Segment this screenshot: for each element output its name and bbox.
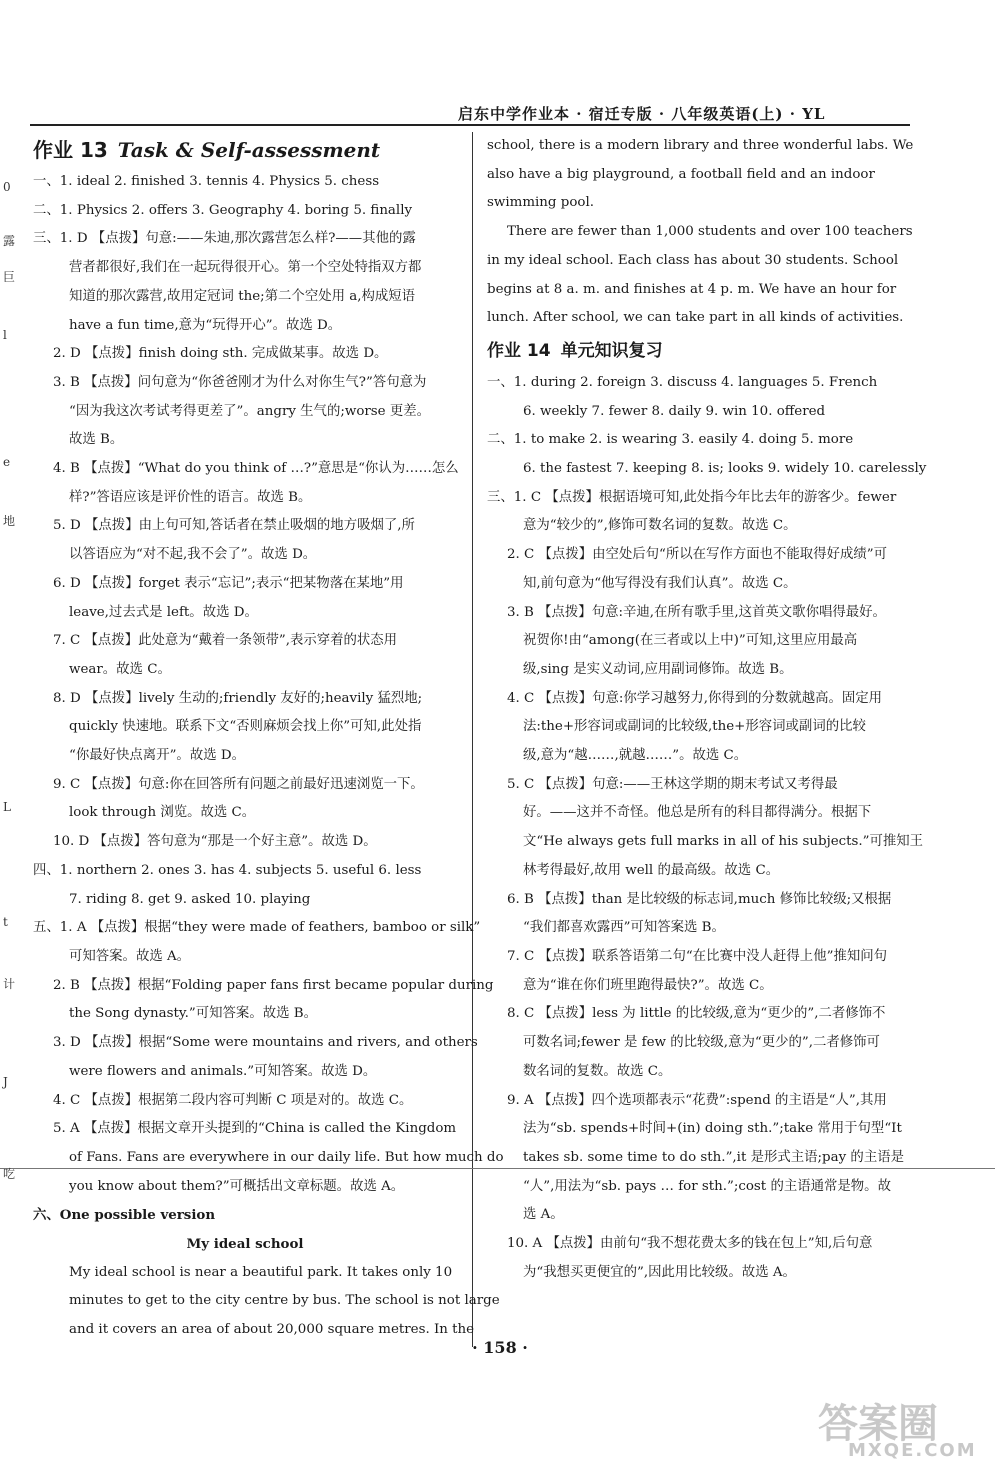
answer-line: 样?”答语应该是评价性的语言。故选 B。 — [69, 489, 312, 505]
answer-line: lunch. After school, we can take part in all kinds of activities. — [487, 310, 904, 326]
margin-fragment: 吃 — [3, 1167, 16, 1181]
answer-line: 6. weekly 7. fewer 8. daily 9. win 10. offered — [523, 403, 826, 419]
answer-line: 法为“sb. spends+时间+(in) doing sth.”;take 常用于句型“It — [523, 1121, 902, 1137]
watermark-url: MXQE.COM — [848, 1440, 977, 1461]
answer-line: “因为我这次考试考得更差了”。angry 生气的;worse 更差。 — [69, 403, 431, 419]
answer-line: My ideal school — [186, 1236, 304, 1253]
answer-line: 可知答案。故选 A。 — [69, 948, 191, 964]
answer-line: 7. riding 8. get 9. asked 10. playing — [69, 891, 311, 907]
heading-number: 作业 13 — [33, 138, 108, 162]
margin-fragment: 露 — [3, 234, 16, 248]
running-head: 启东中学作业本 · 宿迁专版 · 八年级英语(上) · YL — [458, 105, 826, 123]
answer-line: 一、1. during 2. foreign 3. discuss 4. languages 5. French — [487, 374, 878, 390]
essay-continuation — [487, 132, 914, 333]
watermark-logo: 答案圈 — [818, 1401, 938, 1447]
answer-line: 祝贺你!由“among(在三者或以上中)”可知,这里应用最高 — [523, 633, 858, 649]
answer-line: 为“我想买更便宜的”,因此用比较级。故选 A。 — [523, 1264, 796, 1280]
answer-line: wear。故选 C。 — [69, 661, 171, 677]
answer-line: 文“He always gets full marks in all of his subjects.”可推知王 — [523, 834, 924, 850]
answer-line: begins at 8 a. m. and finishes at 4 p. m. We have an hour for — [487, 281, 897, 297]
right-answer-lines — [487, 369, 927, 1288]
left-answer-lines — [33, 168, 504, 1345]
answer-line: 以答语应为“对不起,我不会了”。故选 D。 — [69, 547, 317, 563]
section-heading-14 — [487, 333, 907, 369]
answer-line: 法:the+形容词或副词的比较级,the+形容词或副词的比较 — [523, 719, 866, 735]
answer-line: 4. B 【点拨】“What do you think of …?”意思是“你认为……怎么 — [53, 461, 459, 477]
answer-line: 4. C 【点拨】根据第二段内容可判断 C 项是对的。故选 C。 — [53, 1092, 413, 1108]
answer-line: “你最好快点离开”。故选 D。 — [69, 748, 245, 764]
answer-line: 二、1. to make 2. is wearing 3. easily 4. doing 5. more — [487, 432, 854, 448]
header-rule — [30, 124, 910, 126]
answer-line: 9. A 【点拨】四个选项都表示“花费”:spend 的主语是“人”,其用 — [507, 1092, 887, 1108]
right-column — [487, 132, 927, 1287]
answer-line: 意为“较少的”,修饰可数名词的复数。故选 C。 — [523, 518, 797, 534]
answer-line: 6. D 【点拨】forget 表示“忘记”;表示“把某物落在某地”用 — [53, 575, 404, 591]
heading-title: 单元知识复习 — [560, 340, 663, 361]
answer-line: were flowers and animals.”可知答案。故选 D。 — [69, 1063, 377, 1079]
answer-line: My ideal school is near a beautiful park. It takes only 10 — [69, 1264, 453, 1280]
answer-line: the Song dynasty.”可知答案。故选 B。 — [69, 1006, 317, 1022]
answer-line: 4. C 【点拨】句意:你学习越努力,你得到的分数就越高。固定用 — [507, 690, 883, 706]
answer-line: you know about them?”可概括出文章标题。故选 A。 — [69, 1178, 405, 1194]
answer-line: 5. C 【点拨】句意:——王林这学期的期末考试又考得最 — [507, 776, 838, 792]
answer-line: 级,意为“越……,就越……”。故选 C。 — [523, 748, 748, 764]
answer-line: 四、1. northern 2. ones 3. has 4. subjects 5. useful 6. less — [33, 862, 422, 878]
margin-fragment: t — [3, 915, 8, 929]
margin-fragment: 地 — [3, 514, 16, 528]
answer-line: 10. A 【点拨】由前句“我不想花费太多的钱在包上”知,后句意 — [507, 1236, 873, 1252]
answer-line: 3. B 【点拨】句意:辛迪,在所有歌手里,这首英文歌你唱得最好。 — [507, 604, 886, 620]
answer-line: 知,前句意为“他写得没有我们认真”。故选 C。 — [523, 575, 797, 591]
section-heading-13 — [33, 132, 457, 168]
answer-line: 6. B 【点拨】than 是比较级的标志词,much 修饰比较级;又根据 — [507, 891, 892, 907]
answer-line: 选 A。 — [523, 1207, 564, 1223]
answer-line: 10. D 【点拨】答句意为“那是一个好主意”。故选 D。 — [53, 834, 377, 850]
answer-line: school, there is a modern library and three wonderful labs. We — [487, 138, 914, 153]
answer-line: takes sb. some time to do sth.”,it 是形式主语;pay 的主语是 — [523, 1149, 904, 1165]
answer-line: 可数名词;fewer 是 few 的比较级,意为“更少的”,二者修饰可 — [523, 1035, 880, 1051]
answer-line: 知道的那次露营,故用定冠词 the;第二个空处用 a,构成短语 — [69, 288, 416, 304]
answer-line: 故选 B。 — [69, 432, 124, 448]
answer-line: look through 浏览。故选 C。 — [69, 805, 256, 821]
answer-line: 9. C 【点拨】句意:你在回答所有问题之前最好迅速浏览一下。 — [53, 776, 424, 792]
page-number: · 158 · — [472, 1338, 528, 1357]
answer-line: 2. B 【点拨】根据“Folding paper fans first became popular during — [53, 977, 494, 993]
answer-line: 2. D 【点拨】finish doing sth. 完成做某事。故选 D。 — [53, 346, 388, 362]
heading-number: 作业 14 — [487, 340, 551, 361]
margin-fragment: J — [3, 1075, 8, 1089]
answer-line: 3. B 【点拨】问句意为“你爸爸刚才为什么对你生气?”答句意为 — [53, 374, 427, 390]
answer-line: 级,sing 是实义动词,应用副词修饰。故选 B。 — [523, 661, 793, 677]
answer-line: 五、1. A 【点拨】根据“they were made of feathers, bamboo or silk” — [33, 920, 481, 936]
margin-fragment: 计 — [3, 977, 16, 991]
answer-line: 5. A 【点拨】根据文章开头提到的“China is called the Kingdom — [53, 1121, 457, 1137]
answer-line: 一、1. ideal 2. finished 3. tennis 4. Physics 5. chess — [33, 174, 380, 189]
answer-line: 意为“谁在你们班里跑得最快?”。故选 C。 — [523, 977, 773, 993]
answer-line: “我们都喜欢露西”可知答案选 B。 — [523, 920, 725, 936]
heading-title: Task & Self-assessment — [117, 138, 381, 162]
margin-fragment: e — [3, 455, 11, 469]
answer-line: in my ideal school. Each class has about 30 students. School — [487, 252, 899, 268]
answer-line: of Fans. Fans are everywhere in our daily life. But how much do — [69, 1149, 504, 1165]
answer-line: swimming pool. — [487, 195, 594, 211]
answer-line: 2. C 【点拨】由空处后句“所以在写作方面也不能取得好成绩”可 — [507, 547, 887, 563]
answer-line: minutes to get to the city centre by bus. The school is not large — [69, 1293, 500, 1309]
answer-line: 8. D 【点拨】lively 生动的;friendly 友好的;heavily 猛烈地; — [53, 690, 423, 706]
margin-fragment: 巨 — [3, 270, 16, 284]
answer-line: “人”,用法为“sb. pays … for sth.”;cost 的主语通常是物。故 — [523, 1178, 891, 1194]
answer-line: 6. the fastest 7. keeping 8. is; looks 9. widely 10. carelessly — [523, 461, 927, 477]
answer-line: 3. D 【点拨】根据“Some were mountains and rivers, and others — [53, 1035, 478, 1051]
answer-line: 二、1. Physics 2. offers 3. Geography 4. boring 5. finally — [33, 202, 413, 218]
answer-line: have a fun time,意为“玩得开心”。故选 D。 — [69, 317, 342, 333]
answer-line: quickly 快速地。联系下文“否则麻烦会找上你”可知,此处指 — [69, 719, 422, 735]
answer-line: leave,过去式是 left。故选 D。 — [69, 604, 258, 620]
answer-line: and it covers an area of about 20,000 square metres. In the — [69, 1322, 475, 1338]
answer-line: 数名词的复数。故选 C。 — [523, 1063, 672, 1079]
left-column — [33, 132, 504, 1345]
answer-line: also have a big playground, a football field and an indoor — [487, 166, 875, 182]
margin-fragment: 0 — [3, 180, 11, 194]
answer-line: There are fewer than 1,000 students and over 100 teachers — [507, 224, 913, 240]
answer-line: 营者都很好,我们在一起玩得很开心。第一个空处特指双方都 — [69, 260, 422, 276]
answer-line: 7. C 【点拨】此处意为“戴着一条领带”,表示穿着的状态用 — [53, 633, 398, 649]
answer-line: 5. D 【点拨】由上句可知,答话者在禁止吸烟的地方吸烟了,所 — [53, 518, 415, 534]
answer-line: 7. C 【点拨】联系答语第二句“在比赛中没人赶得上他”推知问句 — [507, 948, 887, 964]
answer-line: 林考得最好,故用 well 的最高级。故选 C。 — [523, 862, 780, 878]
margin-fragment: l — [3, 328, 7, 342]
answer-line: 三、1. C 【点拨】根据语境可知,此处指今年比去年的游客少。fewer — [487, 489, 897, 505]
answer-line: 六、One possible version — [33, 1207, 216, 1224]
margin-fragment: L — [3, 800, 11, 814]
answer-line: 8. C 【点拨】less 为 little 的比较级,意为“更少的”,二者修饰不 — [507, 1006, 886, 1022]
answer-line: 好。——这并不奇怪。他总是所有的科目都得满分。根据下 — [523, 805, 872, 821]
answer-line: 三、1. D 【点拨】句意:——朱迪,那次露营怎么样?——其他的露 — [33, 231, 416, 247]
